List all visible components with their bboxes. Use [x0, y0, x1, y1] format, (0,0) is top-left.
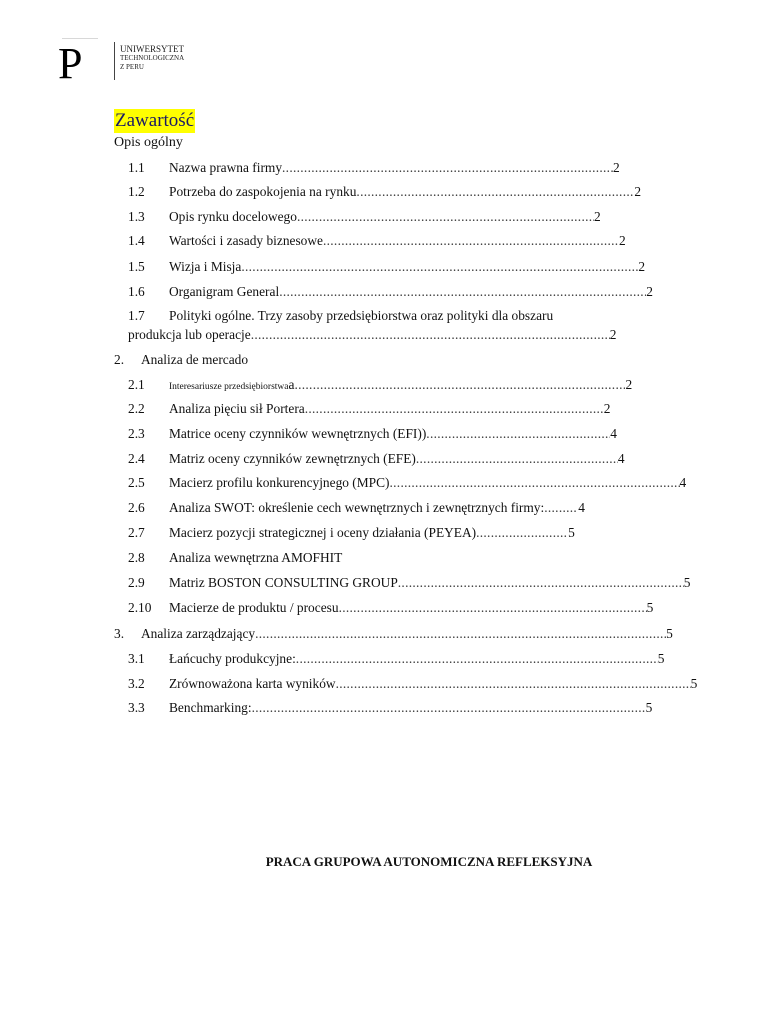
toc-entry-number: 2.7	[128, 525, 145, 540]
toc-entry[interactable]	[128, 675, 697, 693]
toc-entry-page: 2	[603, 401, 611, 416]
toc-section-label: Analiza de mercado	[141, 352, 249, 367]
toc-leader-dots	[305, 400, 604, 418]
toc-entry[interactable]	[128, 699, 652, 717]
logo-letter: P	[58, 39, 83, 88]
toc-entry-label: Opis rynku docelowego	[169, 209, 297, 224]
toc-subtitle: Opis ogólny	[114, 135, 183, 150]
toc-entry-page: 4	[578, 500, 585, 515]
toc-entry-label: Matriz BOSTON CONSULTING GROUP	[169, 575, 398, 590]
toc-section-number: 2.	[114, 352, 125, 367]
toc-entry-label: Macierz profilu konkurencyjnego (MPC)	[169, 475, 390, 490]
toc-entry-page: 4	[617, 451, 625, 466]
logo-line-1: UNIWERSYTET	[120, 44, 184, 54]
toc-leader-dots	[297, 208, 594, 226]
toc-entry-label: Interesariusze przedsiębiorstwa	[169, 382, 289, 392]
toc-leader-dots	[336, 675, 691, 693]
toc-entry-number: 2.2	[128, 401, 145, 416]
toc-entry-page: 2	[625, 377, 633, 392]
toc-entry-page: 4	[679, 475, 687, 490]
toc-entry-number: 1.1	[128, 160, 145, 175]
toc-leader-dots	[241, 258, 638, 276]
toc-entry-label: Macierz pozycji strategicznej i oceny działania (PEYEA)	[169, 525, 477, 540]
toc-entry-number: 2.6	[128, 500, 145, 515]
toc-entry-label: Zrównoważona karta wyników	[169, 676, 336, 691]
toc-entry-label: Benchmarking:	[169, 700, 252, 715]
toc-entry-label: Nazwa prawna firmy	[169, 160, 283, 175]
toc-leader-dots	[476, 524, 568, 542]
toc-entry-label: Wartości i zasady biznesowe	[169, 233, 323, 248]
toc-entry[interactable]	[128, 549, 342, 567]
toc-entry[interactable]	[128, 307, 553, 325]
toc-entry-number: 1.2	[128, 184, 145, 199]
toc-entry-label-tail: a	[288, 377, 295, 392]
toc-entry[interactable]	[128, 159, 620, 177]
toc-leader-dots	[544, 499, 578, 517]
toc-entry-label: Analiza wewnętrzna AMOFHIT	[169, 550, 343, 565]
toc-entry-number: 2.10	[128, 600, 152, 615]
toc-entry-number: 2.1	[128, 377, 145, 392]
toc-leader-dots	[282, 159, 613, 177]
toc-entry-number: 2.4	[128, 451, 145, 466]
toc-entry-page: 5	[645, 700, 653, 715]
toc-entry-number: 2.5	[128, 475, 145, 490]
toc-entry-number: 1.5	[128, 259, 145, 274]
toc-leader-dots	[251, 326, 610, 344]
toc-section-label: Analiza zarządzający	[141, 626, 256, 641]
toc-entry[interactable]	[128, 183, 641, 201]
toc-entry-page: 2	[634, 184, 642, 199]
toc-entry-label: Analiza SWOT: określenie cech wewnętrznych i zewnętrznych firmy:	[169, 500, 545, 515]
toc-entry[interactable]	[128, 499, 585, 517]
toc-entry-number: 2.8	[128, 550, 145, 565]
toc-entry-label: Macierze de produktu / procesu	[169, 600, 339, 615]
toc-entry[interactable]	[128, 599, 653, 617]
toc-leader-dots	[416, 450, 618, 468]
toc-leader-dots	[255, 625, 666, 643]
toc-entry-page: 2	[613, 160, 620, 175]
toc-entry-page: 2	[609, 327, 617, 342]
toc-leader-dots	[279, 283, 646, 301]
toc-leader-dots	[356, 183, 634, 201]
logo-line-2: TECHNOLOGICZNA	[120, 54, 185, 62]
toc-entry-number: 1.7	[128, 308, 145, 323]
toc-entry-label: Matriz oceny czynników zewnętrznych (EFE)	[169, 451, 416, 466]
toc-leader-dots	[390, 474, 680, 492]
toc-entry-page: 4	[610, 426, 617, 441]
toc-entry-number: 3.2	[128, 676, 145, 691]
toc-entry[interactable]	[128, 474, 686, 492]
toc-entry[interactable]	[128, 283, 653, 301]
toc-entry[interactable]	[128, 258, 645, 276]
toc-entry[interactable]	[128, 376, 632, 396]
toc-entry[interactable]	[128, 450, 625, 468]
toc-section[interactable]	[114, 625, 673, 643]
toc-entry-number: 2.9	[128, 575, 145, 590]
toc-entry[interactable]	[128, 524, 575, 542]
toc-entry[interactable]	[128, 650, 665, 668]
toc-leader-dots	[323, 232, 619, 250]
toc-entry-label: Analiza pięciu sił Portera	[169, 401, 305, 416]
toc-entry-label: Potrzeba do zaspokojenia na rynku	[169, 184, 357, 199]
toc-entry-label: Polityki ogólne. Trzy zasoby przedsiębiorstwa oraz polityki dla obszaru	[169, 308, 554, 323]
toc-entry-page: 5	[657, 651, 665, 666]
toc-leader-dots	[398, 574, 684, 592]
toc-entry[interactable]	[128, 574, 690, 592]
toc-entry-page: 5	[568, 525, 575, 540]
toc-entry-number: 1.4	[128, 233, 145, 248]
toc-section[interactable]	[114, 351, 248, 369]
toc-section-number: 3.	[114, 626, 125, 641]
toc-entry-label: Matrice oceny czynników wewnętrznych (EFI))	[169, 426, 427, 441]
toc-entry-page: 2	[618, 233, 626, 248]
toc-entry-number: 1.6	[128, 284, 145, 299]
toc-entry-page: 2	[638, 259, 646, 274]
toc-entry-number: 3.3	[128, 700, 145, 715]
toc-entry-page: 5	[646, 600, 654, 615]
document-heading: PRACA GRUPOWA AUTONOMICZNA REFLEKSYJNA	[265, 854, 593, 869]
toc-entry-label: Wizja i Misja	[169, 259, 242, 274]
toc-entry-continuation[interactable]	[128, 326, 616, 344]
toc-entry[interactable]	[128, 400, 610, 418]
toc-entry-page: 5	[690, 676, 698, 691]
toc-entry-label: Organigram General	[169, 284, 280, 299]
toc-title: Zawartość	[115, 110, 195, 131]
toc-entry[interactable]	[128, 208, 601, 226]
logo-divider	[114, 42, 115, 80]
logo-line-3: Z PERU	[120, 63, 144, 71]
toc-entry[interactable]	[128, 232, 626, 250]
toc-entry-page: 5	[666, 626, 673, 641]
toc-entry[interactable]	[128, 425, 617, 443]
toc-leader-dots	[252, 699, 646, 717]
toc-leader-dots	[426, 425, 610, 443]
toc-leader-dots	[339, 599, 647, 617]
toc-entry-number: 1.3	[128, 209, 145, 224]
toc-leader-dots	[294, 376, 625, 394]
toc-entry-page: 2	[646, 284, 653, 299]
toc-entry-label-line2: produkcja lub operacje	[128, 327, 251, 342]
toc-entry-number: 2.3	[128, 426, 145, 441]
university-logo-text	[120, 45, 184, 72]
toc-entry-label: Łańcuchy produkcyjne:	[169, 651, 296, 666]
toc-entry-number: 3.1	[128, 651, 145, 666]
toc-entry-page: 5	[683, 575, 691, 590]
toc-leader-dots	[296, 650, 658, 668]
toc-entry-page: 2	[593, 209, 601, 224]
